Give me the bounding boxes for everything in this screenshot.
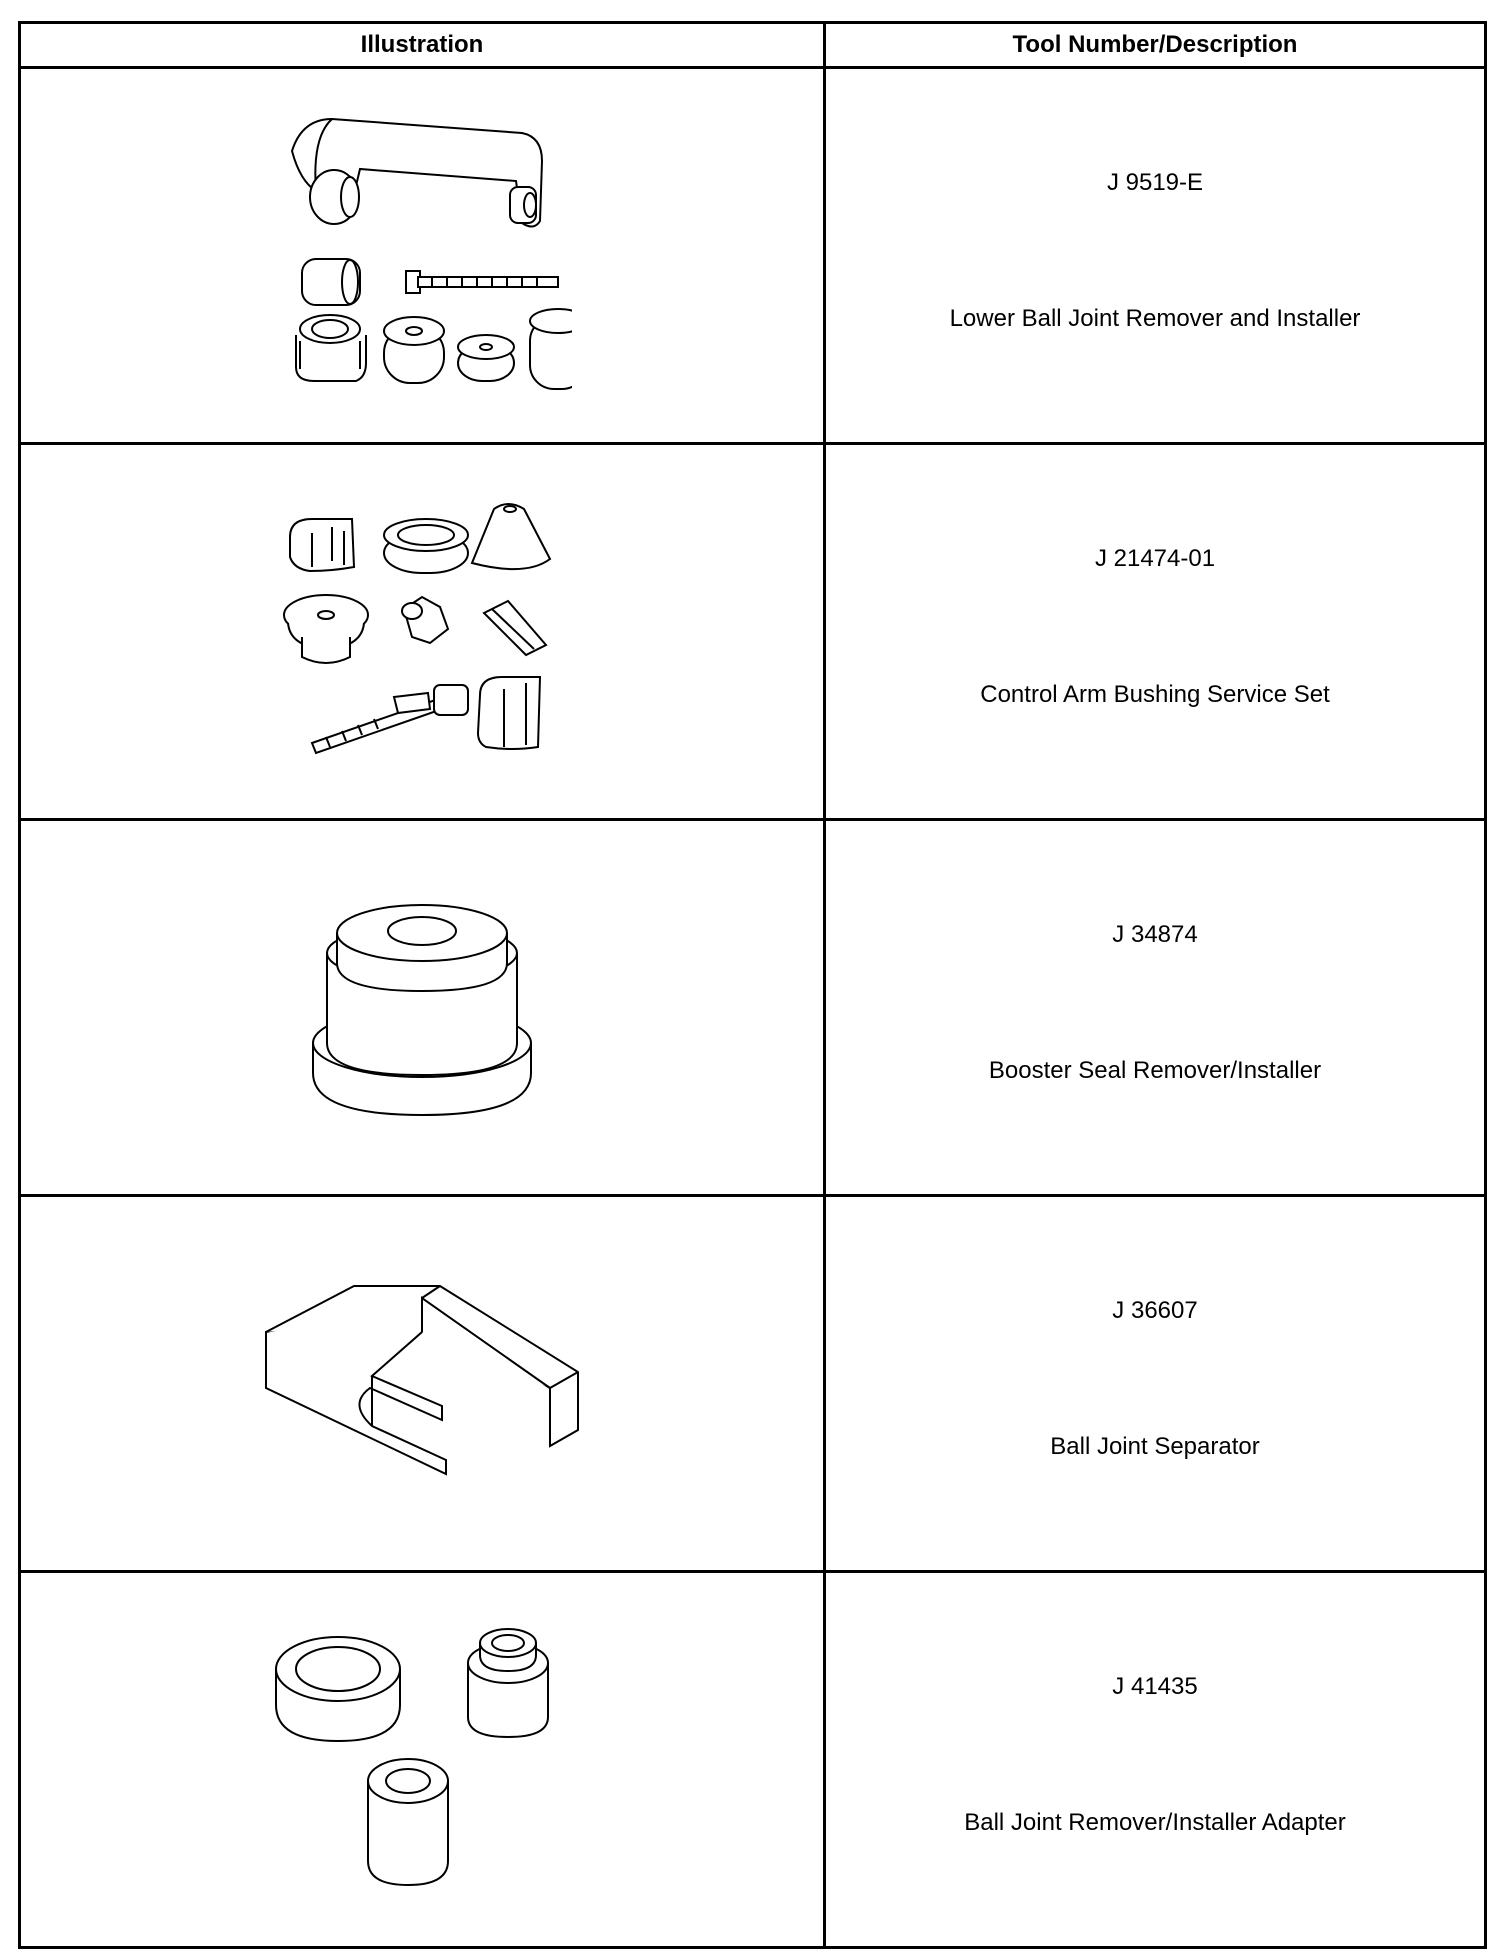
tool-description: Control Arm Bushing Service Set — [980, 681, 1330, 708]
illustration-cell — [20, 1572, 825, 1948]
description-cell — [825, 1196, 1486, 1572]
table-row — [20, 444, 1486, 820]
description-cell — [825, 444, 1486, 820]
tools-table — [18, 21, 1487, 1949]
tool-number: J 34874 — [1112, 921, 1198, 948]
header-row — [20, 23, 1486, 68]
table-row — [20, 1572, 1486, 1948]
tool-number: J 21474-01 — [1094, 545, 1216, 572]
bushing-service-set-icon — [272, 497, 572, 767]
tool-description: Booster Seal Remover/Installer — [988, 1057, 1322, 1084]
table-row — [20, 68, 1486, 444]
seal-installer-icon — [307, 893, 537, 1123]
header-tool-number: Tool Number/Description — [825, 23, 1486, 68]
table-row — [20, 820, 1486, 1196]
adapter-set-icon — [272, 1625, 572, 1895]
ball-joint-separator-icon — [262, 1284, 582, 1484]
tool-number: J 36607 — [1112, 1297, 1198, 1324]
illustration-cell — [20, 444, 825, 820]
illustration-cell — [20, 1196, 825, 1572]
description-cell — [825, 68, 1486, 444]
tool-description: Ball Joint Separator — [1050, 1433, 1260, 1460]
table-row — [20, 1196, 1486, 1572]
tool-description: Ball Joint Remover/Installer Adapter — [964, 1809, 1346, 1836]
description-cell — [825, 820, 1486, 1196]
illustration-cell — [20, 820, 825, 1196]
tool-description: Lower Ball Joint Remover and Installer — [949, 305, 1361, 332]
tool-number: J 41435 — [1112, 1673, 1198, 1700]
tool-number: J 9519-E — [1106, 169, 1204, 196]
illustration-cell — [20, 68, 825, 444]
description-cell — [825, 1572, 1486, 1948]
ball-joint-press-kit-icon — [272, 111, 572, 401]
header-illustration: Illustration — [20, 23, 825, 68]
